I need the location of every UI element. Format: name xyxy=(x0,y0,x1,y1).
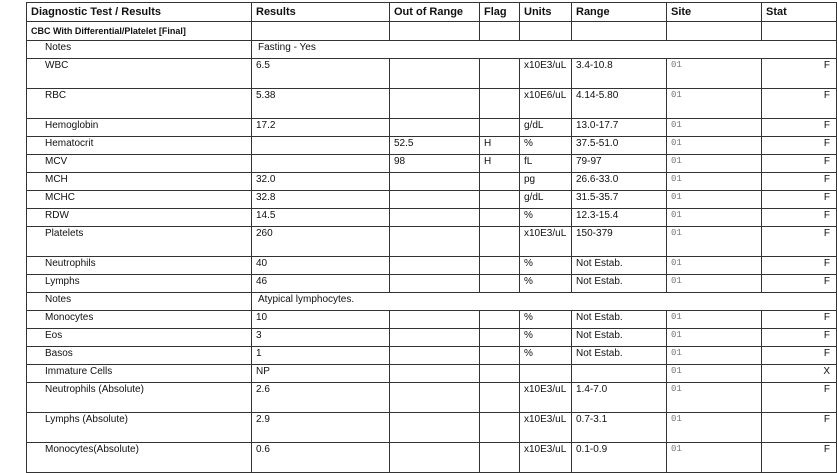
header-stat: Stat xyxy=(762,3,837,22)
result-value: 14.5 xyxy=(252,209,390,227)
table-row xyxy=(27,443,837,473)
test-name: RDW xyxy=(27,209,252,227)
header-flag: Flag xyxy=(480,3,520,22)
flag-value xyxy=(480,191,520,209)
range-value: Not Estab. xyxy=(572,275,667,293)
table-row xyxy=(27,137,837,155)
notes-label: Notes xyxy=(27,293,252,311)
result-value xyxy=(252,155,390,173)
table-body xyxy=(27,22,837,473)
table-row xyxy=(27,155,837,173)
units-value: % xyxy=(520,347,572,365)
header-out-of-range: Out of Range xyxy=(390,3,480,22)
units-value: % xyxy=(520,209,572,227)
header-row xyxy=(27,3,837,22)
site-code: 01 xyxy=(667,329,762,347)
result-value: 17.2 xyxy=(252,119,390,137)
stat-value: F xyxy=(762,347,837,365)
table-row xyxy=(27,383,837,413)
range-value: 13.0-17.7 xyxy=(572,119,667,137)
site-code: 01 xyxy=(667,257,762,275)
test-name: Platelets xyxy=(27,227,252,257)
site-code: 01 xyxy=(667,443,762,473)
range-value: 26.6-33.0 xyxy=(572,173,667,191)
range-value: 150-379 xyxy=(572,227,667,257)
stat-value: F xyxy=(762,311,837,329)
out-of-range-value xyxy=(390,329,480,347)
site-code: 01 xyxy=(667,365,762,383)
stat-value: F xyxy=(762,383,837,413)
test-name: Hematocrit xyxy=(27,137,252,155)
site-code: 01 xyxy=(667,413,762,443)
flag-value xyxy=(480,275,520,293)
units-value: % xyxy=(520,137,572,155)
stat-value: F xyxy=(762,89,837,119)
stat-value: F xyxy=(762,191,837,209)
test-name: Basos xyxy=(27,347,252,365)
out-of-range-value xyxy=(390,173,480,191)
header-test: Diagnostic Test / Results xyxy=(27,3,252,22)
test-name: Monocytes(Absolute) xyxy=(27,443,252,473)
header-site: Site xyxy=(667,3,762,22)
out-of-range-value xyxy=(390,383,480,413)
out-of-range-value xyxy=(390,59,480,89)
result-value: 2.6 xyxy=(252,383,390,413)
flag-value: H xyxy=(480,155,520,173)
result-value: 5.38 xyxy=(252,89,390,119)
range-value xyxy=(572,365,667,383)
stat-value: F xyxy=(762,155,837,173)
table-row xyxy=(27,365,837,383)
flag-value xyxy=(480,311,520,329)
test-name: Eos xyxy=(27,329,252,347)
out-of-range-value xyxy=(390,119,480,137)
flag-value xyxy=(480,173,520,191)
stat-value: F xyxy=(762,227,837,257)
site-code: 01 xyxy=(667,191,762,209)
site-code: 01 xyxy=(667,155,762,173)
result-value: 10 xyxy=(252,311,390,329)
table-row xyxy=(27,209,837,227)
flag-value xyxy=(480,383,520,413)
units-value: % xyxy=(520,275,572,293)
range-value: 79-97 xyxy=(572,155,667,173)
table-row xyxy=(27,329,837,347)
out-of-range-value xyxy=(390,275,480,293)
result-value: 32.0 xyxy=(252,173,390,191)
site-code: 01 xyxy=(667,227,762,257)
table-row xyxy=(27,191,837,209)
stat-value: F xyxy=(762,59,837,89)
out-of-range-value xyxy=(390,347,480,365)
range-value: 0.7-3.1 xyxy=(572,413,667,443)
flag-value xyxy=(480,227,520,257)
result-value: 260 xyxy=(252,227,390,257)
result-value: 40 xyxy=(252,257,390,275)
units-value: x10E3/uL xyxy=(520,227,572,257)
stat-value: F xyxy=(762,137,837,155)
site-code: 01 xyxy=(667,119,762,137)
result-value: 1 xyxy=(252,347,390,365)
table-row xyxy=(27,173,837,191)
table-row xyxy=(27,89,837,119)
notes-row xyxy=(27,293,837,311)
test-name: Lymphs xyxy=(27,275,252,293)
stat-value: F xyxy=(762,443,837,473)
units-value: x10E3/uL xyxy=(520,383,572,413)
table-row xyxy=(27,311,837,329)
notes-text: Fasting - Yes xyxy=(252,41,837,59)
table-row xyxy=(27,119,837,137)
site-code: 01 xyxy=(667,173,762,191)
site-code: 01 xyxy=(667,311,762,329)
out-of-range-value xyxy=(390,257,480,275)
stat-value: F xyxy=(762,173,837,191)
flag-value xyxy=(480,443,520,473)
notes-label: Notes xyxy=(27,41,252,59)
units-value: % xyxy=(520,311,572,329)
range-value: 4.14-5.80 xyxy=(572,89,667,119)
units-value: x10E3/uL xyxy=(520,59,572,89)
stat-value: F xyxy=(762,209,837,227)
stat-value: F xyxy=(762,257,837,275)
result-value: 0.6 xyxy=(252,443,390,473)
flag-value xyxy=(480,89,520,119)
test-name: Neutrophils xyxy=(27,257,252,275)
test-name: Immature Cells xyxy=(27,365,252,383)
units-value: % xyxy=(520,329,572,347)
units-value: pg xyxy=(520,173,572,191)
range-value: 37.5-51.0 xyxy=(572,137,667,155)
header-range: Range xyxy=(572,3,667,22)
test-name: MCV xyxy=(27,155,252,173)
flag-value xyxy=(480,257,520,275)
range-value: Not Estab. xyxy=(572,311,667,329)
out-of-range-value xyxy=(390,413,480,443)
units-value: x10E3/uL xyxy=(520,443,572,473)
range-value: 12.3-15.4 xyxy=(572,209,667,227)
section-row xyxy=(27,22,837,41)
site-code: 01 xyxy=(667,275,762,293)
notes-row xyxy=(27,41,837,59)
units-value xyxy=(520,365,572,383)
result-value: NP xyxy=(252,365,390,383)
range-value: Not Estab. xyxy=(572,257,667,275)
test-name: Hemoglobin xyxy=(27,119,252,137)
units-value: % xyxy=(520,257,572,275)
flag-value xyxy=(480,365,520,383)
flag-value xyxy=(480,347,520,365)
stat-value: F xyxy=(762,119,837,137)
site-code: 01 xyxy=(667,137,762,155)
out-of-range-value: 52.5 xyxy=(390,137,480,155)
stat-value: F xyxy=(762,275,837,293)
range-value: 3.4-10.8 xyxy=(572,59,667,89)
table-row xyxy=(27,347,837,365)
units-value: g/dL xyxy=(520,119,572,137)
table-row xyxy=(27,227,837,257)
out-of-range-value xyxy=(390,443,480,473)
section-title: CBC With Differential/Platelet [Final] xyxy=(27,22,252,41)
test-name: Monocytes xyxy=(27,311,252,329)
out-of-range-value xyxy=(390,191,480,209)
flag-value xyxy=(480,413,520,443)
result-value: 6.5 xyxy=(252,59,390,89)
table-row xyxy=(27,59,837,89)
units-value: g/dL xyxy=(520,191,572,209)
out-of-range-value xyxy=(390,227,480,257)
result-value xyxy=(252,137,390,155)
result-value: 3 xyxy=(252,329,390,347)
result-value: 2.9 xyxy=(252,413,390,443)
site-code: 01 xyxy=(667,59,762,89)
units-value: x10E6/uL xyxy=(520,89,572,119)
test-name: Lymphs (Absolute) xyxy=(27,413,252,443)
site-code: 01 xyxy=(667,209,762,227)
table-row xyxy=(27,413,837,443)
out-of-range-value: 98 xyxy=(390,155,480,173)
range-value: 1.4-7.0 xyxy=(572,383,667,413)
out-of-range-value xyxy=(390,209,480,227)
flag-value xyxy=(480,59,520,89)
units-value: x10E3/uL xyxy=(520,413,572,443)
header-results: Results xyxy=(252,3,390,22)
flag-value xyxy=(480,329,520,347)
site-code: 01 xyxy=(667,347,762,365)
range-value: 31.5-35.7 xyxy=(572,191,667,209)
flag-value xyxy=(480,209,520,227)
flag-value: H xyxy=(480,137,520,155)
flag-value xyxy=(480,119,520,137)
result-value: 32.8 xyxy=(252,191,390,209)
stat-value: F xyxy=(762,329,837,347)
test-name: RBC xyxy=(27,89,252,119)
out-of-range-value xyxy=(390,365,480,383)
site-code: 01 xyxy=(667,89,762,119)
out-of-range-value xyxy=(390,89,480,119)
table-row xyxy=(27,275,837,293)
test-name: Neutrophils (Absolute) xyxy=(27,383,252,413)
out-of-range-value xyxy=(390,311,480,329)
test-name: MCH xyxy=(27,173,252,191)
test-name: WBC xyxy=(27,59,252,89)
units-value: fL xyxy=(520,155,572,173)
table-row xyxy=(27,257,837,275)
site-code: 01 xyxy=(667,383,762,413)
test-name: MCHC xyxy=(27,191,252,209)
notes-text: Atypical lymphocytes. xyxy=(252,293,837,311)
results-table xyxy=(26,2,837,473)
stat-value: F xyxy=(762,413,837,443)
range-value: 0.1-0.9 xyxy=(572,443,667,473)
header-units: Units xyxy=(520,3,572,22)
range-value: Not Estab. xyxy=(572,329,667,347)
result-value: 46 xyxy=(252,275,390,293)
range-value: Not Estab. xyxy=(572,347,667,365)
stat-value: X xyxy=(762,365,837,383)
